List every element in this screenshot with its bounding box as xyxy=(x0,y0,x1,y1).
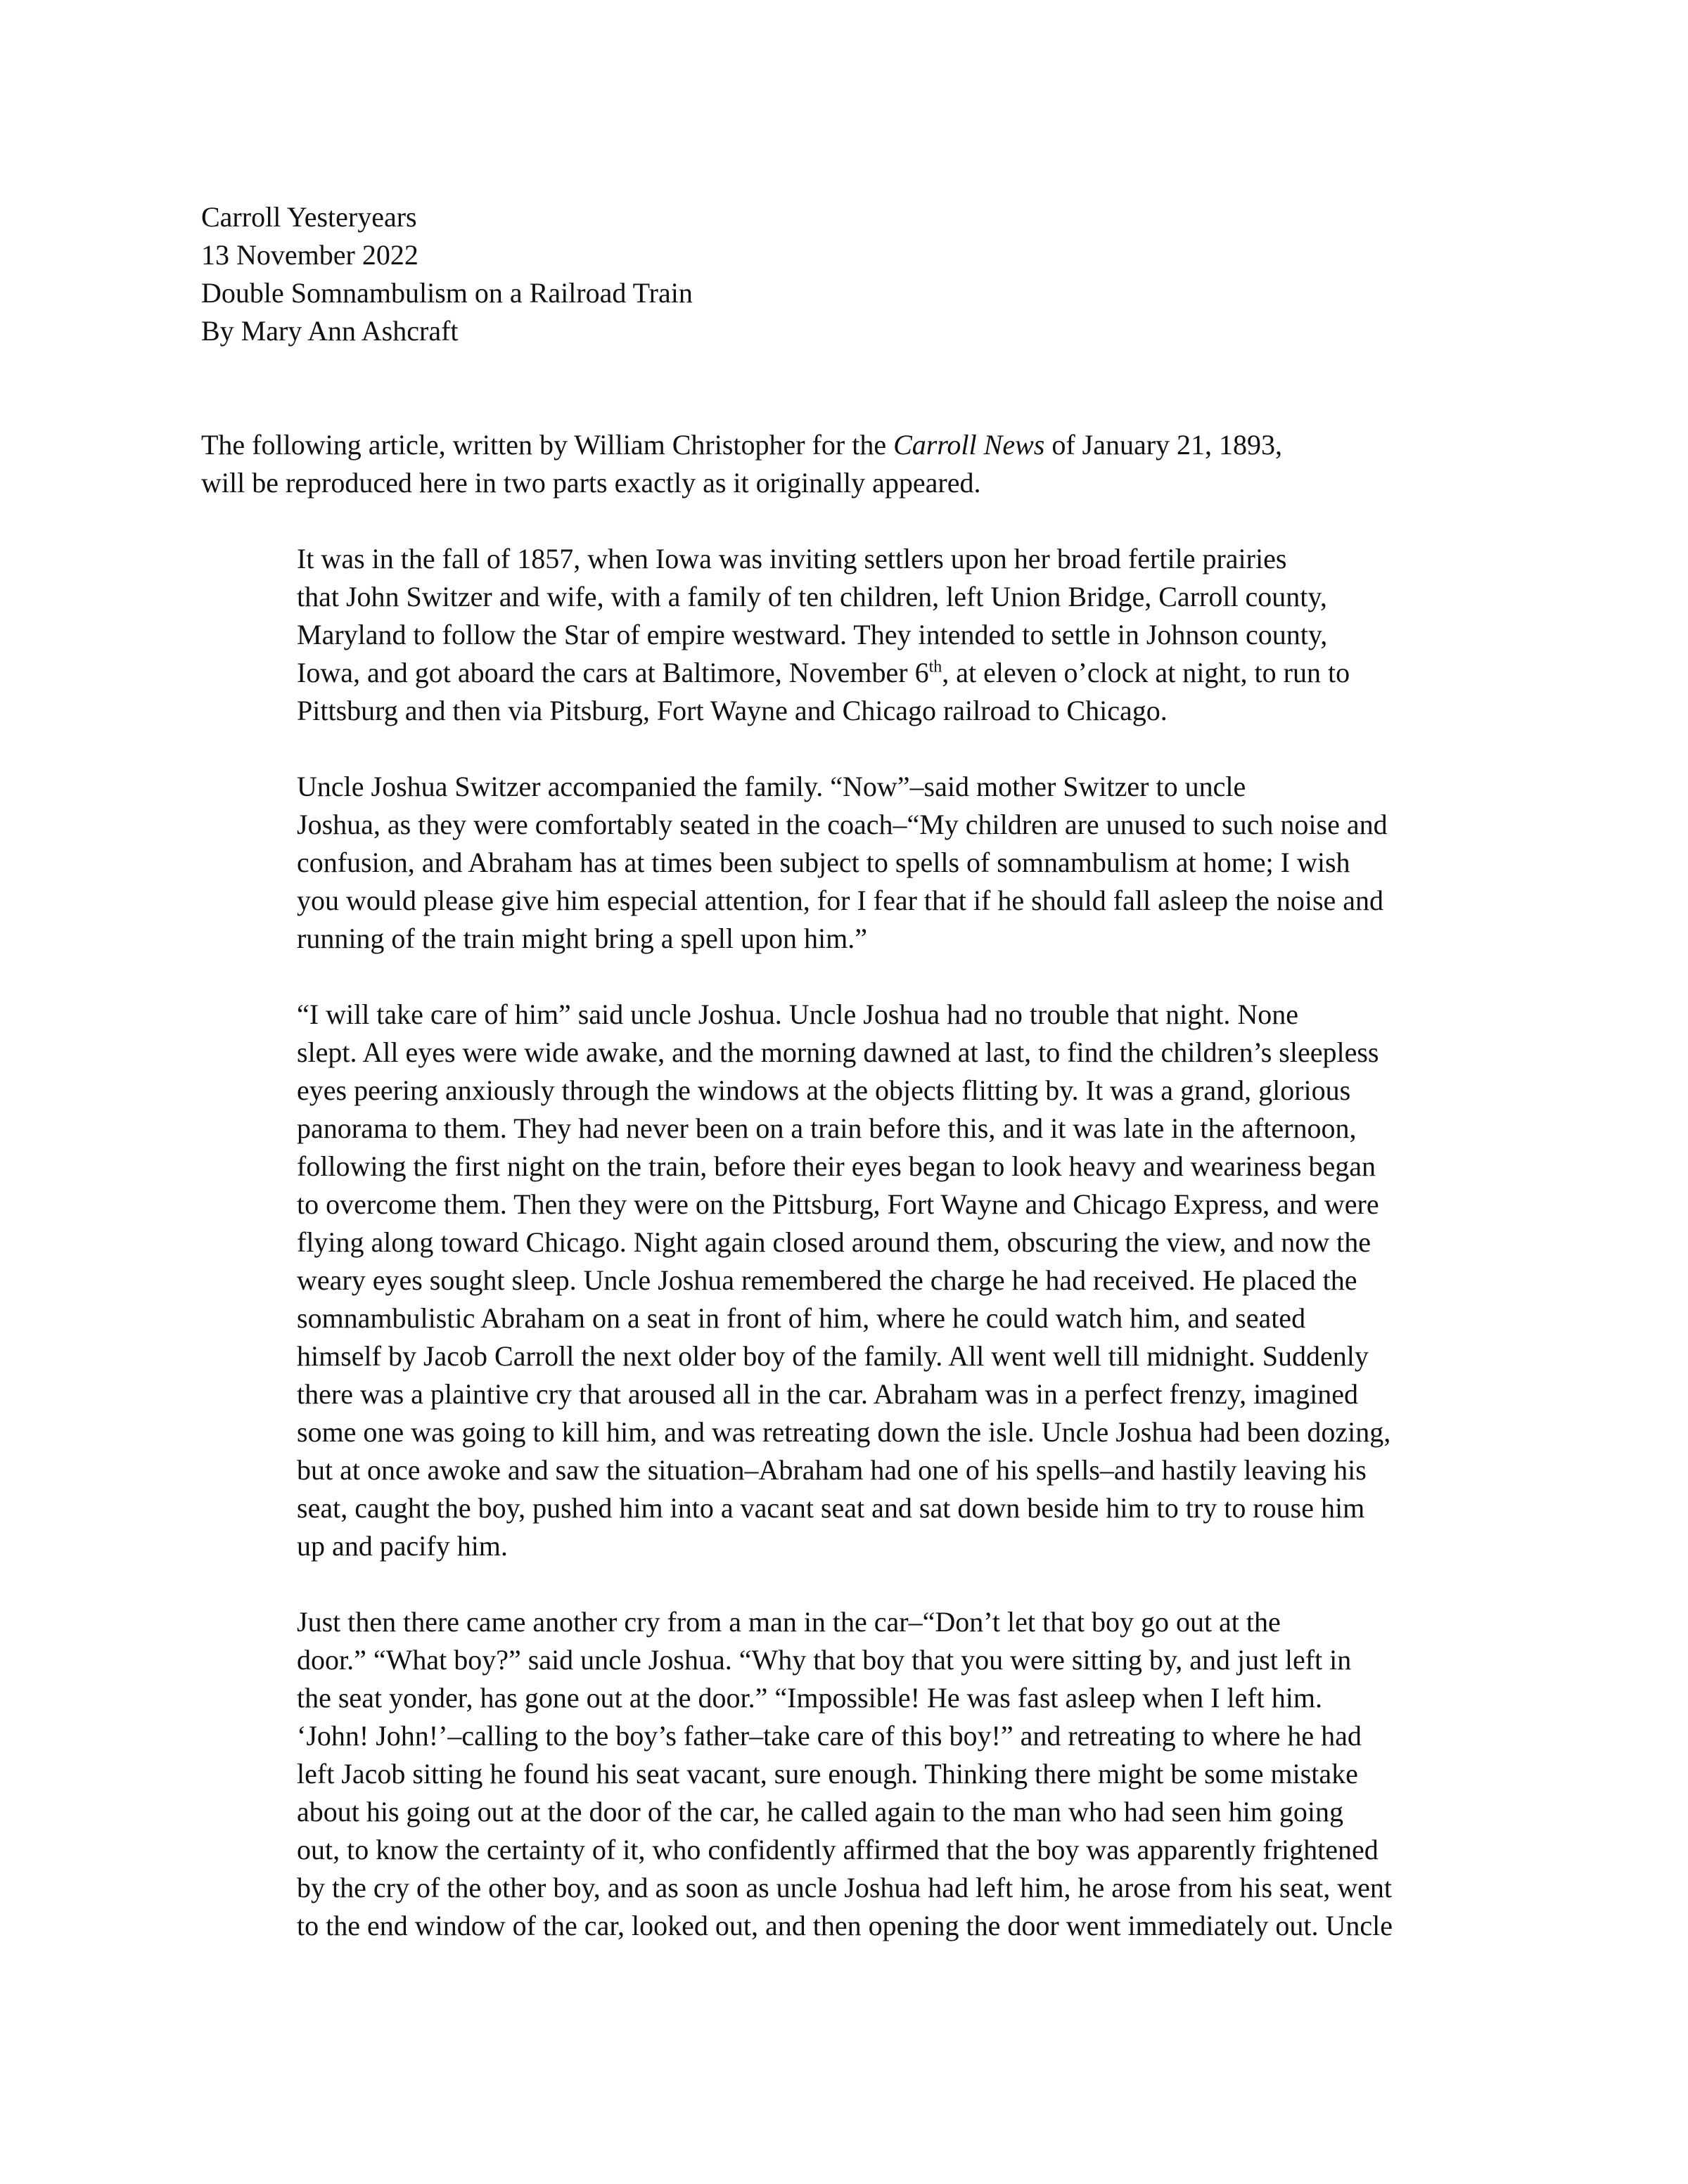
body-paragraph-2 xyxy=(201,768,1523,958)
text-line: weary eyes sought sleep. Uncle Joshua remembered the charge he had received. He placed the xyxy=(297,1264,1357,1296)
ordinal-suffix: th xyxy=(928,657,942,676)
text-line: that John Switzer and wife, with a family of ten children, left Union Bridge, Carroll county, xyxy=(297,581,1327,612)
text-line: some one was going to kill him, and was retreating down the isle. Uncle Joshua had been dozing, xyxy=(297,1416,1391,1448)
byline: By Mary Ann Ashcraft xyxy=(201,315,459,347)
text-line: slept. All eyes were wide awake, and the morning dawned at last, to find the children’s sleepless xyxy=(297,1036,1379,1068)
text-line: eyes peering anxiously through the windows at the objects flitting by. It was a grand, glorious xyxy=(297,1074,1351,1106)
text-line: the seat yonder, has gone out at the door.” “Impossible! He was fast asleep when I left him. xyxy=(297,1682,1322,1714)
text-line: you would please give him especial attention, for I fear that if he should fall asleep the noise and xyxy=(297,885,1384,916)
text-line: to the end window of the car, looked out, and then opening the door went immediately out. Uncle xyxy=(297,1910,1393,1941)
text-line: ‘John! John!’–calling to the boy’s father–take care of this boy!” and retreating to where he had xyxy=(297,1720,1362,1752)
newspaper-name: Carroll News xyxy=(893,429,1045,461)
text-line: Pittsburg and then via Pitsburg, Fort Wayne and Chicago railroad to Chicago. xyxy=(297,695,1168,726)
body-paragraph-3 xyxy=(201,996,1523,1565)
text-line: by the cry of the other boy, and as soon as uncle Joshua had left him, he arose from his seat, went xyxy=(297,1872,1392,1903)
text-line: “I will take care of him” said uncle Joshua. Uncle Joshua had no trouble that night. None xyxy=(297,998,1299,1030)
text-line: It was in the fall of 1857, when Iowa was inviting settlers upon her broad fertile prairies xyxy=(297,543,1287,574)
document-page xyxy=(201,198,1523,1945)
text-line: Uncle Joshua Switzer accompanied the family. “Now”–said mother Switzer to uncle xyxy=(297,771,1246,802)
text-line: up and pacify him. xyxy=(297,1530,508,1562)
text-line: Iowa, and got aboard the cars at Baltimore, November 6th, at eleven o’clock at night, to run to xyxy=(297,657,1350,688)
text-line: flying along toward Chicago. Night again closed around them, obscuring the view, and now the xyxy=(297,1226,1372,1258)
text-line: Maryland to follow the Star of empire westward. They intended to settle in Johnson county, xyxy=(297,619,1328,650)
text-line: himself by Jacob Carroll the next older boy of the family. All went well till midnight. Suddenly xyxy=(297,1340,1369,1372)
text-line: following the first night on the train, before their eyes began to look heavy and weariness began xyxy=(297,1150,1376,1182)
intro-line: will be reproduced here in two parts exactly as it originally appeared. xyxy=(201,467,981,499)
text-line: Joshua, as they were comfortably seated in the coach–“My children are unused to such noise and xyxy=(297,809,1388,840)
text-line: left Jacob sitting he found his seat vacant, sure enough. Thinking there might be some mistake xyxy=(297,1758,1358,1790)
text-line: panorama to them. They had never been on a train before this, and it was late in the afternoon, xyxy=(297,1112,1357,1144)
text-line: somnambulistic Abraham on a seat in front of him, where he could watch him, and seated xyxy=(297,1302,1306,1334)
text-line: seat, caught the boy, pushed him into a vacant seat and sat down beside him to try to rouse him xyxy=(297,1492,1365,1524)
body-paragraph-1 xyxy=(201,540,1523,730)
text-line: running of the train might bring a spell upon him.” xyxy=(297,923,867,954)
text-line: door.” “What boy?” said uncle Joshua. “Why that boy that you were sitting by, and just left in xyxy=(297,1644,1352,1676)
article-header xyxy=(201,198,1523,350)
text-line: confusion, and Abraham has at times been subject to spells of somnambulism at home; I wish xyxy=(297,847,1350,878)
text-line: out, to know the certainty of it, who confidently affirmed that the boy was apparently frightened xyxy=(297,1834,1379,1865)
text-line: about his going out at the door of the car, he called again to the man who had seen him going xyxy=(297,1796,1344,1828)
article-title: Double Somnambulism on a Railroad Train xyxy=(201,277,693,309)
article-date: 13 November 2022 xyxy=(201,239,418,271)
intro-paragraph xyxy=(201,426,1523,502)
text-line: but at once awoke and saw the situation–Abraham had one of his spells–and hastily leaving his xyxy=(297,1454,1367,1486)
text-line: to overcome them. Then they were on the Pittsburg, Fort Wayne and Chicago Express, and were xyxy=(297,1188,1379,1220)
column-name: Carroll Yesteryears xyxy=(201,201,417,233)
intro-line: The following article, written by William Christopher for the Carroll News of January 21, 1893, xyxy=(201,429,1283,461)
body-paragraph-4 xyxy=(201,1603,1523,1945)
text-line: Just then there came another cry from a man in the car–“Don’t let that boy go out at the xyxy=(297,1606,1281,1638)
text-line: there was a plaintive cry that aroused all in the car. Abraham was in a perfect frenzy, imagined xyxy=(297,1378,1359,1410)
